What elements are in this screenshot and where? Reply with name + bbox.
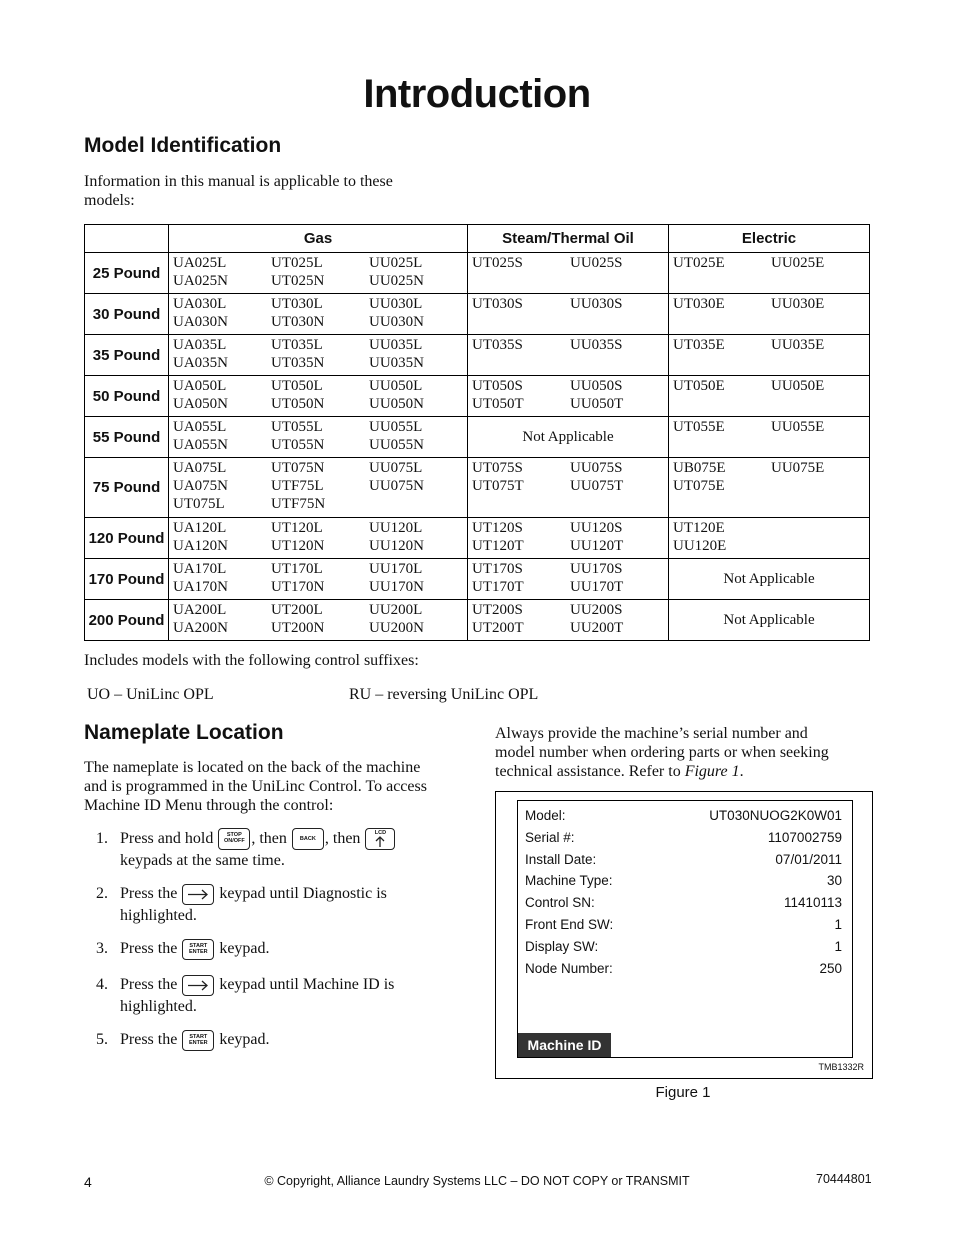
step-text: highlighted. [120, 997, 197, 1015]
gas-models-cell [169, 518, 468, 559]
model-column [271, 519, 369, 555]
back-keypad-icon [292, 828, 324, 850]
model-column [271, 377, 369, 413]
model-column [369, 418, 467, 454]
model-code: UT025E [673, 255, 725, 271]
model-code: UT050N [271, 396, 325, 412]
model-code: UU120N [369, 538, 424, 554]
model-code: UT120E [673, 520, 725, 536]
model-column [771, 418, 869, 436]
page-number: 4 [84, 1174, 92, 1190]
model-code: UU055N [369, 437, 424, 453]
key-label: LCD [374, 830, 387, 837]
right-arrow-icon [183, 885, 213, 904]
machine-info-label: Display SW: [525, 938, 599, 954]
model-code: UU025E [771, 255, 825, 271]
model-column [673, 418, 771, 436]
right-arrow-keypad-icon [182, 975, 214, 996]
machine-info-row [525, 873, 842, 893]
model-code: UT050L [271, 378, 323, 394]
model-code: UA170N [173, 579, 228, 595]
model-code: UU050T [570, 396, 624, 412]
gas-models-cell [169, 559, 468, 600]
model-column [472, 377, 570, 413]
model-column [369, 377, 467, 413]
row-header: 50 Pound [85, 376, 169, 417]
machine-info-value: 250 [819, 960, 842, 976]
model-column [369, 560, 467, 596]
model-code: UU035L [369, 337, 423, 353]
gas-models-cell [169, 335, 468, 376]
model-code: UT170N [271, 579, 325, 595]
right-arrow-keypad-icon [182, 884, 214, 905]
model-code: UT055L [271, 419, 323, 435]
model-column [570, 336, 668, 354]
model-code: UA120L [173, 520, 227, 536]
steam-models-cell [468, 458, 669, 518]
model-code: UU200N [369, 620, 424, 636]
step-1 [96, 828, 456, 872]
model-column [173, 418, 271, 454]
table-row [85, 376, 870, 417]
row-header: 25 Pound [85, 253, 169, 294]
model-code: UU030L [369, 296, 423, 312]
electric-models-cell [669, 376, 870, 417]
key-label: BACK [299, 836, 316, 843]
machine-info-value: UT030NUOG2K0W01 [709, 808, 842, 823]
row-header: 55 Pound [85, 417, 169, 458]
key-label: ON/OFF [223, 838, 245, 845]
machine-info-value: 1 [834, 938, 842, 954]
machine-info-label: Machine Type: [525, 873, 613, 889]
model-code: UU170L [369, 561, 423, 577]
page-title: Introduction [363, 72, 591, 116]
model-code: UA025L [173, 255, 227, 271]
machine-info-value: 07/01/2011 [775, 851, 842, 867]
suffix-note: Includes models with the following control suffixes: [84, 652, 419, 669]
model-column [472, 336, 570, 354]
model-column [472, 519, 570, 555]
model-code: UA050N [173, 396, 228, 412]
model-identification-heading: Model Identification [84, 134, 282, 157]
column-header-electric: Electric [669, 225, 870, 253]
model-code: UT170L [271, 561, 323, 577]
table-row [85, 335, 870, 376]
model-code: UT055N [271, 437, 325, 453]
model-code: UB075E [673, 460, 726, 476]
up-arrow-icon [366, 836, 394, 848]
machine-info-label: Front End SW: [525, 917, 614, 932]
right-arrow-icon [183, 976, 213, 995]
model-code: UA170L [173, 561, 227, 577]
model-code: UU035N [369, 355, 424, 371]
machine-info-row [525, 808, 842, 828]
step-text: keypad. [219, 1031, 270, 1048]
model-code: UU025S [570, 255, 623, 271]
model-column [271, 295, 369, 331]
column-header-gas: Gas [169, 225, 468, 253]
model-code: UT200L [271, 602, 323, 618]
suffix-uo: UO – UniLinc OPL [87, 686, 214, 703]
model-code: UT050E [673, 378, 725, 394]
electric-models-cell [669, 518, 870, 559]
model-column [673, 519, 771, 555]
steam-models-cell [468, 253, 669, 294]
model-code: UU075T [570, 478, 624, 494]
model-code: UA035N [173, 355, 228, 371]
nameplate-paragraph [84, 758, 427, 815]
figure-caption: Figure 1 [655, 1084, 711, 1101]
model-column [271, 601, 369, 637]
gas-models-cell [169, 600, 468, 641]
step-text: , then [251, 830, 287, 847]
model-code: UA120N [173, 538, 228, 554]
model-code: UU200L [369, 602, 423, 618]
model-column [472, 459, 570, 495]
model-code: UU055L [369, 419, 423, 435]
model-column [570, 459, 668, 495]
electric-models-cell [669, 417, 870, 458]
model-column [173, 377, 271, 413]
model-code: UU050E [771, 378, 825, 394]
model-code: UA030N [173, 314, 228, 330]
model-column [570, 254, 668, 272]
model-code: UA050L [173, 378, 227, 394]
row-header: 120 Pound [85, 518, 169, 559]
model-code: UT035S [472, 337, 523, 353]
not-applicable-cell: Not Applicable [669, 600, 870, 641]
model-code: UU170S [570, 561, 623, 577]
model-column [771, 336, 869, 354]
step-number: 5. [96, 1031, 108, 1048]
model-code: UU030N [369, 314, 424, 330]
model-intro [84, 172, 393, 210]
model-column [173, 336, 271, 372]
model-column [271, 560, 369, 596]
model-code: UT050S [472, 378, 523, 394]
electric-models-cell [669, 335, 870, 376]
machine-info-label: Model: [525, 808, 566, 823]
model-column [771, 377, 869, 395]
model-code: UT050T [472, 396, 524, 412]
model-column [369, 459, 467, 513]
step-3 [96, 938, 456, 962]
model-column [771, 459, 869, 495]
step-text: Press the [120, 885, 178, 902]
model-code: UT120S [472, 520, 523, 536]
machine-info-value: 30 [826, 873, 842, 889]
table-corner [85, 225, 169, 253]
model-column [369, 295, 467, 331]
model-code: UU120L [369, 520, 423, 536]
model-code: UU075L [369, 460, 423, 476]
model-column [771, 254, 869, 272]
model-code: UT200T [472, 620, 524, 636]
not-applicable-cell: Not Applicable [468, 417, 669, 458]
start-enter-keypad-icon [182, 1030, 214, 1051]
model-code: UU075N [369, 478, 424, 494]
model-code: UT025N [271, 273, 325, 289]
model-column [673, 377, 771, 395]
step-text: Press the [120, 976, 178, 993]
model-column [173, 560, 271, 596]
model-column [570, 377, 668, 413]
step-number: 1. [96, 830, 108, 847]
model-code: UT120N [271, 538, 325, 554]
gas-models-cell [169, 417, 468, 458]
step-text: Press the [120, 1031, 178, 1048]
step-text: highlighted. [120, 906, 197, 924]
steam-models-cell [468, 335, 669, 376]
steam-models-cell [468, 294, 669, 335]
steam-models-cell [468, 559, 669, 600]
model-intro-line: models: [84, 192, 135, 209]
row-header: 170 Pound [85, 559, 169, 600]
table-row [85, 253, 870, 294]
model-code: UU120T [570, 538, 624, 554]
model-code: UA075N [173, 478, 228, 494]
model-code: UU200T [570, 620, 624, 636]
table-row [85, 559, 870, 600]
key-label: STOP [226, 832, 242, 839]
model-column [673, 254, 771, 272]
steam-models-cell [468, 600, 669, 641]
model-column [271, 418, 369, 454]
machine-info-label: Node Number: [525, 960, 613, 976]
model-column [369, 336, 467, 372]
model-code: UT030N [271, 314, 325, 330]
step-text: Press and hold [120, 830, 214, 847]
nameplate-heading: Nameplate Location [84, 721, 284, 744]
model-column [673, 336, 771, 354]
model-code: UA200L [173, 602, 227, 618]
model-code: UA200N [173, 620, 228, 636]
key-label: START [189, 1033, 208, 1040]
stop-keypad-icon [218, 828, 250, 850]
model-code: UT075L [173, 496, 225, 512]
step-text: keypad. [219, 940, 270, 957]
table-row [85, 518, 870, 559]
model-code: UU025L [369, 255, 423, 271]
model-column [173, 601, 271, 637]
model-code: UU050N [369, 396, 424, 412]
control-display-screen [517, 800, 853, 1058]
model-code: UA075L [173, 460, 227, 476]
model-column [771, 295, 869, 313]
model-code: UT200S [472, 602, 523, 618]
figure-reference: Figure 1 [684, 763, 740, 780]
model-column [570, 601, 668, 637]
model-column [673, 295, 771, 313]
step-number: 4. [96, 976, 108, 993]
model-column [369, 601, 467, 637]
step-text: Press the [120, 940, 178, 957]
model-code: UU170N [369, 579, 424, 595]
model-code: UT035N [271, 355, 325, 371]
model-column [173, 519, 271, 555]
row-header: 200 Pound [85, 600, 169, 641]
model-column [369, 254, 467, 290]
step-text: keypads at the same time. [120, 852, 285, 870]
model-code: UU050L [369, 378, 423, 394]
machine-info-label: Control SN: [525, 895, 595, 911]
start-enter-keypad-icon [182, 939, 214, 960]
lcd-up-keypad-icon [365, 828, 395, 850]
step-number: 2. [96, 885, 108, 902]
model-code: UT075T [472, 478, 524, 494]
step-5 [96, 1029, 456, 1053]
model-table [84, 224, 870, 641]
model-code: UT075E [673, 478, 725, 494]
model-intro-line: Information in this manual is applicable to these [84, 173, 393, 190]
model-column [472, 254, 570, 272]
model-column [570, 560, 668, 596]
model-code: UT170T [472, 579, 524, 595]
electric-models-cell [669, 294, 870, 335]
machine-info-value: 11410113 [783, 895, 842, 911]
row-header: 35 Pound [85, 335, 169, 376]
model-code: UT055E [673, 419, 725, 435]
model-code: UT075S [472, 460, 523, 476]
step-text: keypad until Diagnostic is [219, 885, 387, 902]
model-column [173, 459, 271, 513]
model-code: UA030L [173, 296, 227, 312]
model-code: UU035E [771, 337, 825, 353]
model-code: UU075E [771, 460, 825, 476]
model-code: UU075S [570, 460, 623, 476]
step-text: keypad until Machine ID is [219, 976, 395, 993]
table-row [85, 458, 870, 518]
row-header: 75 Pound [85, 458, 169, 518]
machine-info-label: Install Date: [525, 851, 597, 867]
nameplate-line: The nameplate is located on the back of the machine [84, 759, 421, 776]
model-column [673, 459, 771, 495]
table-row [85, 600, 870, 641]
model-code: UT025L [271, 255, 323, 271]
figure-code: TMB1332R [818, 1062, 864, 1072]
model-code: UT200N [271, 620, 325, 636]
machine-info-row [525, 830, 842, 850]
model-column [472, 560, 570, 596]
model-code: UT035L [271, 337, 323, 353]
electric-models-cell [669, 458, 870, 518]
machine-info-value: 1 [834, 917, 842, 932]
model-code: UTF75N [271, 496, 326, 512]
model-code: UA025N [173, 273, 228, 289]
model-code: UT075N [271, 460, 325, 476]
machine-info-row [525, 852, 842, 872]
model-code: UU050S [570, 378, 623, 394]
serial-number-paragraph [495, 724, 829, 781]
suffix-ru: RU – reversing UniLinc OPL [349, 686, 539, 703]
model-column [173, 254, 271, 290]
row-header: 30 Pound [85, 294, 169, 335]
machine-id-tab: Machine ID [518, 1033, 611, 1057]
copyright: © Copyright, Alliance Laundry Systems LLC – DO NOT COPY or TRANSMIT [264, 1174, 690, 1188]
paragraph-text: . [739, 763, 744, 780]
model-column [570, 519, 668, 555]
step-2 [96, 883, 456, 927]
model-code: UT035E [673, 337, 725, 353]
not-applicable-cell: Not Applicable [669, 559, 870, 600]
model-code: UU120E [673, 538, 727, 554]
machine-info-row [525, 917, 842, 937]
step-4 [96, 974, 456, 1018]
model-code: UU055E [771, 419, 825, 435]
model-column [173, 295, 271, 331]
model-code: UT030L [271, 296, 323, 312]
column-header-steam: Steam/Thermal Oil [468, 225, 669, 253]
key-label: START [189, 942, 208, 949]
gas-models-cell [169, 294, 468, 335]
machine-info-row [525, 961, 842, 981]
step-text: , then [324, 830, 361, 847]
model-code: UU200S [570, 602, 623, 618]
model-column [271, 459, 369, 513]
model-code: UU035S [570, 337, 623, 353]
paragraph-line: Always provide the machine’s serial number and [495, 725, 808, 742]
table-row [85, 294, 870, 335]
model-code: UT120L [271, 520, 323, 536]
gas-models-cell [169, 376, 468, 417]
model-code: UU030E [771, 296, 825, 312]
model-code: UT030S [472, 296, 523, 312]
steam-models-cell [468, 518, 669, 559]
key-label: ENTER [189, 1039, 208, 1046]
step-number: 3. [96, 940, 108, 957]
machine-info-label: Serial #: [525, 829, 575, 845]
model-column [271, 336, 369, 372]
model-column [369, 519, 467, 555]
nameplate-line: and is programmed in the UniLinc Control. To access [84, 778, 427, 795]
model-code: UT030E [673, 296, 725, 312]
model-code: UU170T [570, 579, 624, 595]
paragraph-line: model number when ordering parts or when seeking [495, 744, 829, 761]
nameplate-line: Machine ID Menu through the control: [84, 797, 334, 814]
model-column [271, 254, 369, 290]
model-code: UU120S [570, 520, 623, 536]
model-code: UTF75L [271, 478, 324, 494]
model-code: UA055N [173, 437, 228, 453]
model-code: UT025S [472, 255, 523, 271]
gas-models-cell [169, 253, 468, 294]
model-code: UT170S [472, 561, 523, 577]
model-code: UU025N [369, 273, 424, 289]
model-column [472, 601, 570, 637]
table-row [85, 417, 870, 458]
model-code: UA035L [173, 337, 227, 353]
model-code: UA055L [173, 419, 227, 435]
electric-models-cell [669, 253, 870, 294]
paragraph-line [495, 762, 829, 781]
machine-id-figure [495, 791, 873, 1079]
model-code: UT120T [472, 538, 524, 554]
machine-info-row [525, 895, 842, 915]
steam-models-cell [468, 376, 669, 417]
machine-info-value: 1107002759 [767, 829, 842, 845]
document-number: 70444801 [816, 1172, 872, 1186]
machine-info-row [525, 939, 842, 959]
model-column [472, 295, 570, 313]
model-column [570, 295, 668, 313]
paragraph-text: technical assistance. Refer to [495, 763, 685, 780]
model-code: UU030S [570, 296, 623, 312]
gas-models-cell [169, 458, 468, 518]
key-label: ENTER [189, 948, 208, 955]
